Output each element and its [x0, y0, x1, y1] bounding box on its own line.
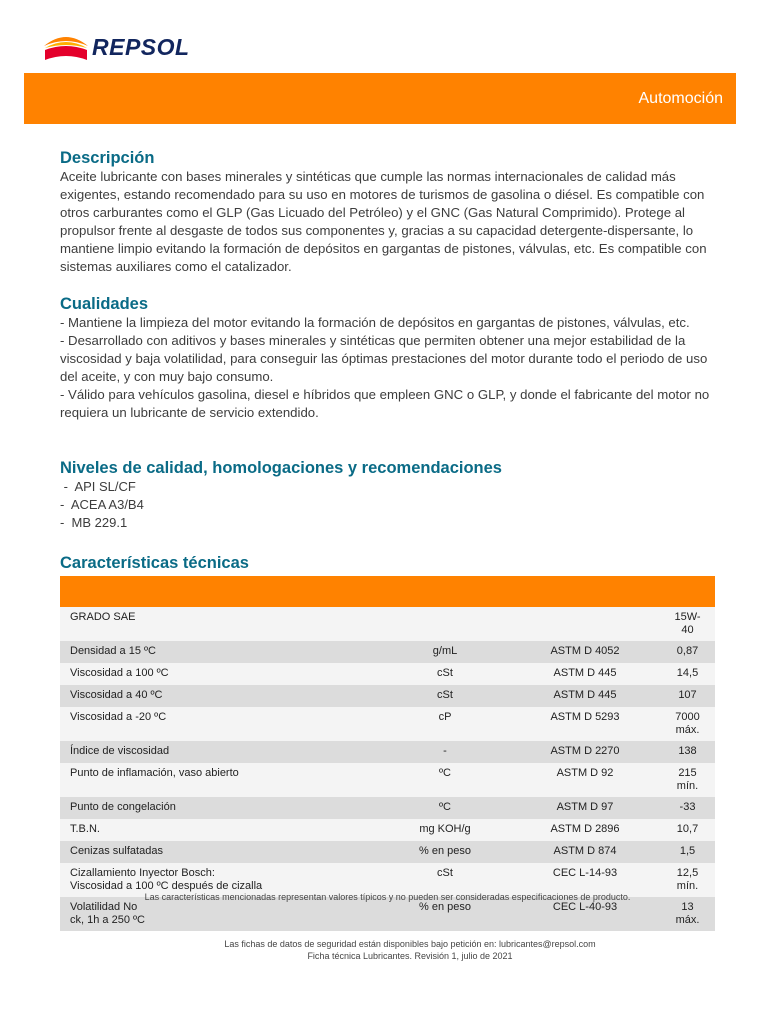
method-cell: CEC L-40-93 [552, 901, 618, 913]
table-row [60, 685, 715, 707]
table-row [60, 707, 715, 741]
property-line: Viscosidad a 100 ºC después de cizalla [70, 880, 263, 892]
unit-cell: - [443, 745, 447, 757]
table-row [60, 641, 715, 663]
repsol-logo [42, 26, 212, 70]
header-banner [24, 73, 736, 124]
table-row [60, 841, 715, 863]
footer-safety-note: Las fichas de datos de seguridad están disponibles bajo petición en: lubricantes@repsol.com [224, 939, 596, 949]
list-item: - MB 229.1 [60, 515, 128, 530]
unit-cell: cSt [437, 867, 453, 879]
technical-heading: Características técnicas [60, 554, 249, 572]
value-cell: 15W-40 [674, 611, 701, 636]
levels-list [60, 478, 502, 532]
value-cell: 107 [678, 689, 697, 701]
value-cell: 7000 máx. [675, 711, 700, 736]
description-section [60, 148, 720, 276]
qualities-heading: Cualidades [60, 295, 149, 313]
value-cell: 12,5 mín. [676, 867, 699, 892]
property-cell: Viscosidad a -20 ºC [70, 711, 167, 723]
table-row [60, 897, 715, 931]
list-item: - Válido para vehículos gasolina, diesel e híbridos que empleen GNC o GLP, y donde el fabricante del motor no requiera un lubricante de servicio extendido. [60, 387, 710, 420]
method-cell: ASTM D 92 [556, 767, 614, 779]
value-cell: -33 [679, 801, 696, 813]
levels-section [60, 458, 502, 532]
property-cell: Viscosidad a 40 ºC [70, 689, 163, 701]
list-item: - ACEA A3/B4 [60, 497, 144, 512]
method-cell: ASTM D 874 [553, 845, 617, 857]
table-disclaimer: Las características mencionadas representan valores típicos y no pueden ser consideradas especificaciones de producto. [144, 892, 631, 902]
property-line: Cizallamiento Inyector Bosch: [70, 867, 215, 879]
method-cell: CEC L-14-93 [552, 867, 618, 879]
list-item: - Mantiene la limpieza del motor evitando la formación de depósitos en gargantas de pistones, válvulas, etc. [60, 315, 690, 330]
property-cell: Índice de viscosidad [70, 745, 170, 757]
table-row [60, 797, 715, 819]
method-cell: ASTM D 445 [553, 667, 617, 679]
property-cell [60, 897, 380, 931]
unit-cell: % en peso [419, 901, 471, 913]
property-cell: Punto de inflamación, vaso abierto [70, 767, 239, 779]
property-line: Volatilidad No [70, 901, 138, 913]
brand-name: REPSOL [92, 34, 190, 60]
footer-revision: Ficha técnica Lubricantes. Revisión 1, julio de 2021 [307, 951, 513, 961]
levels-heading: Niveles de calidad, homologaciones y recomendaciones [60, 459, 502, 477]
property-line: ck, 1h a 250 ºC [70, 914, 145, 926]
list-item: - API SL/CF [60, 479, 136, 494]
unit-cell: cP [438, 711, 452, 723]
method-cell: ASTM D 5293 [550, 711, 620, 723]
table-row [60, 741, 715, 763]
table-row [60, 763, 715, 797]
page-footer [60, 938, 760, 962]
property-cell: Viscosidad a 100 ºC [70, 667, 169, 679]
unit-cell [380, 607, 510, 641]
section-title: Automoción [638, 90, 723, 107]
value-cell: 14,5 [676, 667, 699, 679]
property-cell: GRADO SAE [70, 611, 136, 623]
value-cell: 138 [678, 745, 697, 757]
unit-cell: g/mL [432, 645, 458, 657]
technical-table [60, 607, 715, 931]
value-cell: 215 mín. [676, 767, 699, 792]
table-header-bar [60, 576, 715, 607]
technical-section [60, 553, 249, 573]
qualities-list [60, 314, 720, 422]
repsol-logo-mark-icon [42, 26, 90, 66]
method-cell [510, 607, 660, 641]
qualities-section [60, 294, 720, 422]
property-cell: Densidad a 15 ºC [70, 645, 156, 657]
value-cell: 1,5 [679, 845, 696, 857]
method-cell: ASTM D 97 [556, 801, 614, 813]
unit-cell: % en peso [419, 845, 471, 857]
property-cell: Cenizas sulfatadas [70, 845, 163, 857]
value-cell: 13 máx. [675, 901, 700, 926]
unit-cell: mg KOH/g [419, 823, 471, 835]
method-cell: ASTM D 445 [553, 689, 617, 701]
list-item: - Desarrollado con aditivos y bases minerales y sintéticas que permiten obtener una mejor estabilidad de la viscosidad y baja volatilidad, para conseguir las óptimas prestaciones del motor durante todo el periodo de uso del aceite, y con muy bajo consumo. [60, 333, 708, 384]
method-cell: ASTM D 2270 [550, 745, 620, 757]
description-text: Aceite lubricante con bases minerales y sintéticas que cumple las normas internacionales de calidad más exigentes, estando recomendado para su uso en motores de turismos de gasolina o diésel. Es compatible con otros carburantes como el GLP (Gas Licuado del Petróleo) y el GNC (Gas Natural Comprimido). Protege al propulsor frente al desgaste de todos sus componentes y, gracias a su capacidad detergente-dispersante, lo mantiene limpio evitando la formación de depósitos en gargantas de pistones, válvulas, etc. Es compatible con sistemas auxiliares como el catalizador. [60, 169, 707, 274]
value-cell: 10,7 [676, 823, 699, 835]
property-cell: T.B.N. [70, 823, 100, 835]
value-cell: 0,87 [676, 645, 699, 657]
unit-cell: cSt [437, 667, 453, 679]
unit-cell: ºC [439, 767, 451, 779]
property-cell: Punto de congelación [70, 801, 176, 813]
unit-cell: cSt [437, 689, 453, 701]
method-cell: ASTM D 2896 [550, 823, 620, 835]
description-heading: Descripción [60, 149, 155, 167]
table-row [60, 663, 715, 685]
table-row [60, 607, 715, 641]
method-cell: ASTM D 4052 [550, 645, 620, 657]
table-row [60, 819, 715, 841]
unit-cell: ºC [439, 801, 451, 813]
